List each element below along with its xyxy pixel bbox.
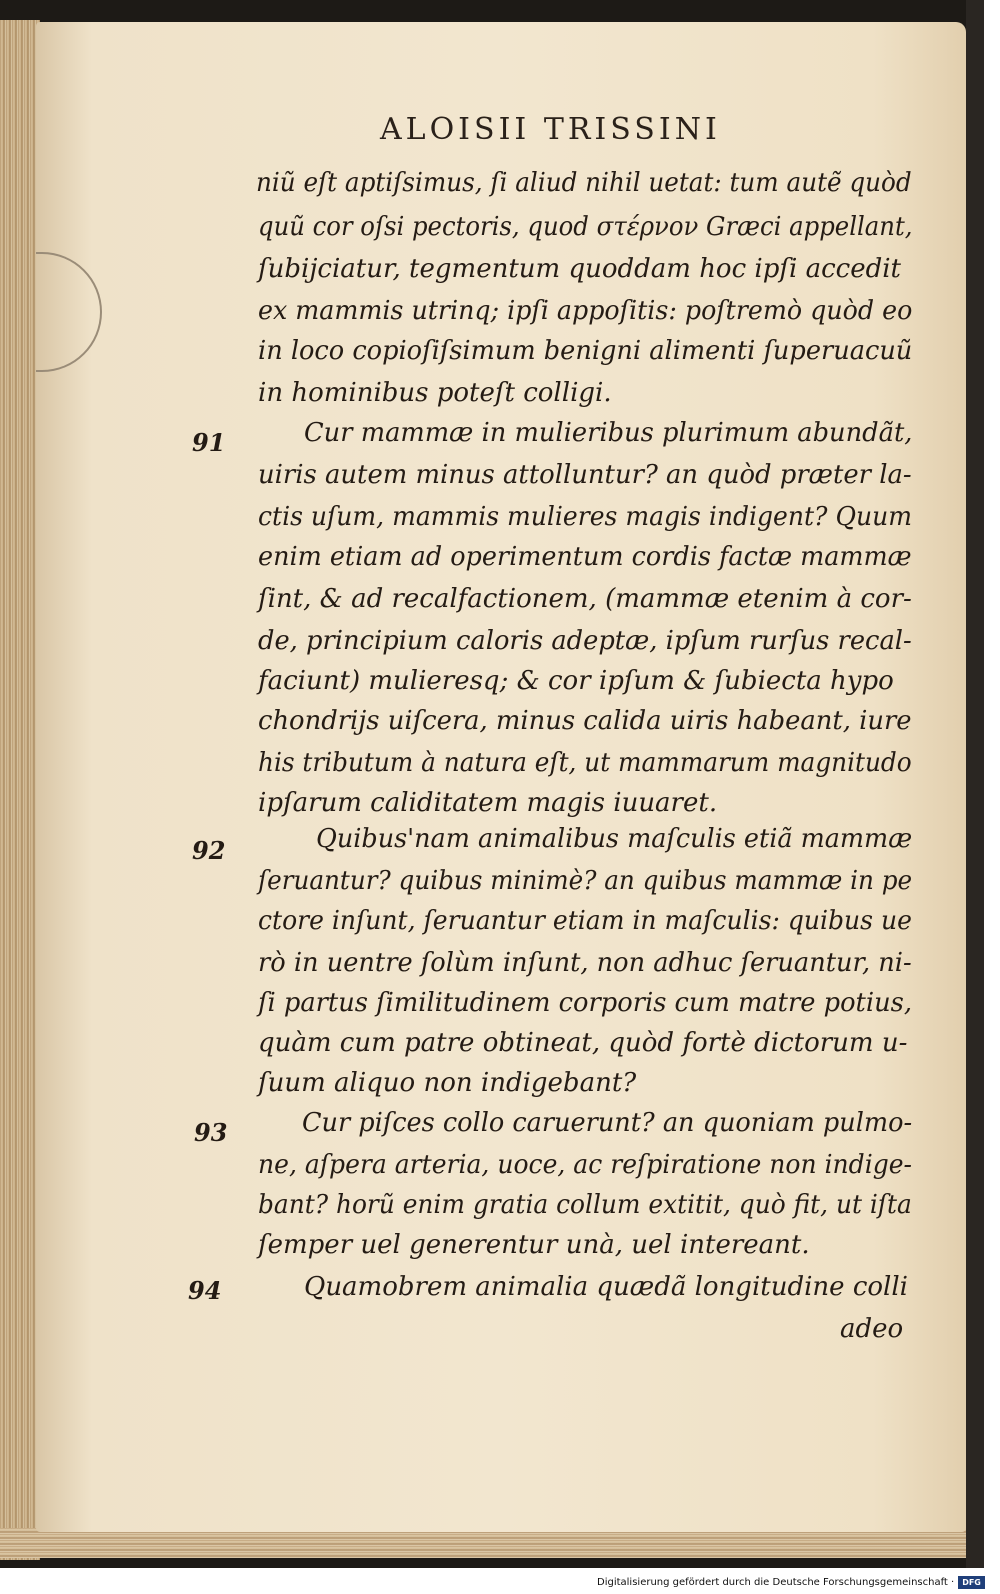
text-line: ex mammis utrinq; ipſi appoſitis: poſtremò quòd eo — [258, 296, 913, 326]
text-line: chondrijs uiſcera, minus calida uiris habeant, iure — [258, 706, 912, 736]
section-number: 93 — [194, 1118, 228, 1147]
text-line: uiris autem minus attolluntur? an quòd præter la- — [258, 460, 912, 490]
text-line: ſi partus ſimilitudinem corporis cum matre potius, — [258, 988, 912, 1018]
text-line: in hominibus poteſt colligi. — [258, 378, 612, 408]
book-bottom-edge — [0, 1528, 984, 1558]
text-line: Cur mammæ in mulieribus plurimum abundãt, — [304, 418, 913, 448]
text-line: faciunt) mulieresq; & cor ipſum & ſubiecta hypo — [258, 666, 894, 696]
text-line: ne, aſpera arteria, uoce, ac reſpiratione non indige- — [258, 1150, 913, 1180]
text-line: ſubijciatur, tegmentum quoddam hoc ipſi accedit — [258, 254, 901, 284]
text-line: ſeruantur? quibus minimè? an quibus mammæ in pe — [258, 866, 913, 896]
text-line: ſemper uel generentur unà, uel intereant. — [258, 1230, 810, 1260]
section-number: 92 — [192, 836, 226, 865]
book-page-edges — [0, 20, 40, 1560]
text-line: niũ eſt aptiſsimus, ſi aliud nihil uetat: tum autẽ quòd — [256, 168, 912, 198]
text-line: ſint, & ad recalfactionem, (mammæ etenim à cor- — [258, 584, 912, 614]
section-number: 91 — [192, 428, 226, 457]
text-line: his tributum à natura eſt, ut mammarum magnitudo — [258, 748, 912, 778]
text-line: Quamobrem animalia quædã longitudine colli — [304, 1272, 908, 1302]
text-line: ſuum aliquo non indigebant? — [258, 1068, 637, 1098]
text-line: rò in uentre ſolùm inſunt, non adhuc ſeruantur, ni- — [258, 948, 912, 978]
dfg-logo-icon: DFG — [958, 1576, 985, 1589]
text-line: enim etiam ad operimentum cordis factæ mammæ — [258, 542, 912, 572]
text-line: in loco copioſiſsimum benigni alimenti ſuperuacuũ — [258, 336, 913, 366]
catchword: adeo — [840, 1314, 904, 1344]
section-number: 94 — [188, 1276, 222, 1305]
page-clip-mark — [36, 252, 102, 372]
text-line: de, principium caloris adeptæ, ipſum rurſus recal- — [258, 626, 912, 656]
text-line: ctore inſunt, ſeruantur etiam in maſculis: quibus ue — [258, 906, 912, 936]
digitization-credit — [597, 1574, 985, 1590]
text-line: Cur piſces collo caruerunt? an quoniam pulmo- — [302, 1108, 913, 1138]
credit-text: Digitalisierung gefördert durch die Deutsche Forschungsgemeinschaft · — [597, 1576, 955, 1588]
running-title: ALOISII TRISSINI — [380, 112, 721, 147]
text-line: quàm cum patre obtineat, quòd fortè dictorum u- — [258, 1028, 908, 1058]
text-line: quũ cor oſsi pectoris, quod στέρνον Græci appellant, — [258, 212, 913, 242]
text-line: ipſarum caliditatem magis iuuaret. — [258, 788, 718, 818]
scan-right-margin — [966, 0, 984, 1568]
text-line: ctis uſum, mammis mulieres magis indigent? Quum — [258, 502, 912, 532]
text-line: bant? horũ enim gratia collum extitit, quò fit, ut iſta — [258, 1190, 912, 1220]
text-line: Quibus'nam animalibus maſculis etiã mammæ — [316, 824, 913, 854]
